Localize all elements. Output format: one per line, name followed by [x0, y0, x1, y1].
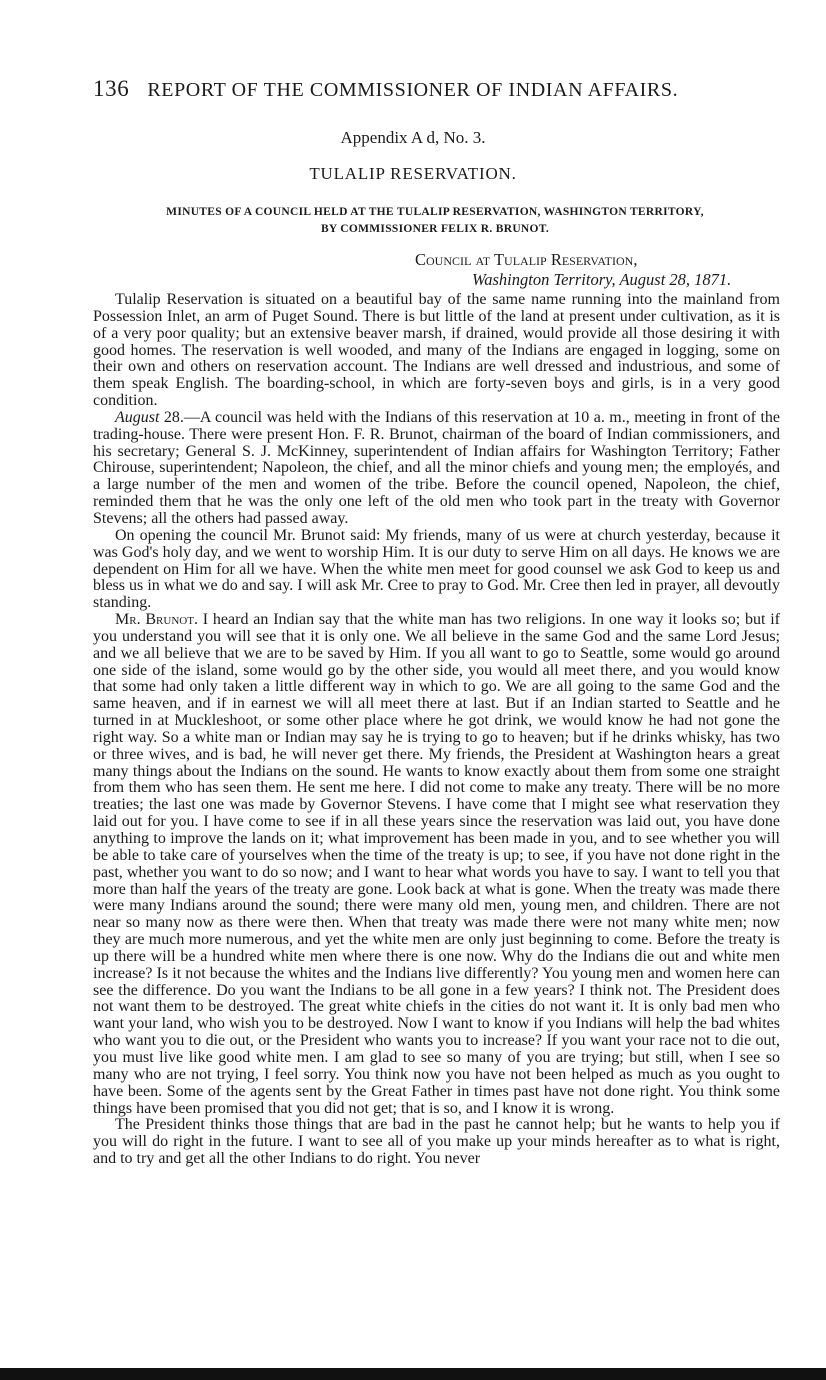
- paragraph-2-text: 28.—A council was held with the Indians of this reservation at 10 a. m., meeting in front of the trading-house. There were present Hon. F. R. Brunot, chairman of the board of Indian commissioners, and his secretary; General S. J. McKinney, superintendent of Indian affairs for Washington Territory; Father Chirouse, superintendent; Napoleon, the chief, and all the minor chiefs and young men; the employés, and a large number of the men and women of the tribe. Before the council opened, Napoleon, the chief, reminded them that he was the only one left of the old men who took part in the treaty with Governor Stevens; all the others had passed away.: [93, 408, 780, 527]
- paragraph-2: [93, 410, 780, 528]
- dateline: [380, 250, 780, 290]
- minutes-subtitle: [90, 204, 780, 238]
- paragraph-4-lead: Mr. Brunot.: [115, 611, 198, 629]
- scan-edge-bar: [0, 1368, 826, 1380]
- running-title: REPORT OF THE COMMISSIONER OF INDIAN AFFAIRS.: [147, 79, 679, 101]
- paragraph-4: [93, 612, 780, 1117]
- paragraph-1: Tulalip Reservation is situated on a beautiful bay of the same name running into the mainland from Possession Inlet, an arm of Puget Sound. There is but little of the land at present under cultivation, as it is of a very poor quality; but an extensive beaver marsh, if drained, would provide all those desiring it with good homes. The reservation is well wooded, and many of the Indians are engaged in logging, some on their own and others on reservation account. The Indians are well dressed and industrious, and some of them speak English. The boarding-school, in which are forty-seven boys and girls, is in a very good condition.: [93, 291, 780, 410]
- paragraph-5: The President thinks those things that are bad in the past he cannot help; but he wants to help you if you will do right in the future. I want to see all of you make up your minds hereafter as to what is right, and to try and get all the other Indians to do right. You never: [93, 1116, 780, 1168]
- paragraph-4-text: I heard an Indian say that the white man has two religions. In one way it looks so; but if you understand you will see that it is only one. We all believe in the same God and the same Lord Jesus; and we all believe that we are to be saved by Him. If you all want to go to Seattle, some would go around one side of the island, some would go by the other side, you would all meet there, and you would know that some had only taken a little different way in which to go. We are all going to the same God and the same heaven, and if in earnest we will all meet there at last. But if an Indian started to Seattle and he turned in at Muckleshoot, or some other place where he got drink, we would know he had not gone the right way. So a white man or Indian may say he is trying to go to heaven; but if he drinks whisky, has two or three wives, and is bad, he will never get there. My friends, the President at Washington hears a great many things about the Indians on the sound. He wants to know exactly about them from some one straight from them who has seen them. He sent me here. I did not come to make any treaty. There will be no more treaties; the last one was made by Governor Stevens. I have come that I might see what reservation they laid out for you. I have come to see if in all these years since the reservation was laid out, you have done anything to improve the lands on it; what improvement has been made in you, and to see whether you will be able to take care of yourselves when the time of the treaty is up; to see, if you have not done right in the past, whether you want to do so now; and I want to hear what words you have to say. I want to tell you that more than half the years of the treaty are gone. Look back at what is gone. When the treaty was made there were many Indians around the sound; there were many old men, young men, and children. There are not near so many now as there were then. When that treaty was made there were not many white men; now they are much more numerous, and yet the white men are only just beginning to come. Before the treaty is up there will be a hundred white men where there is one now. Why do the Indians die out and white men increase? Is it not because the whites and the Indians live differently? You young men and women here can see the difference. Do you want the Indians to be all gone in a few years? I think not. The President does not want them to be destroyed. The great white chiefs in the cities do not want it. It is only bad men who want your land, who wish you to be destroyed. Now I want to know if you Indians will help the bad whites who want you to die out, or the President who wants you to increase? If you want your race not to die out, you must live like good white men. I am glad to see so many of you are trying; but still, when I see so many who are not trying, I feel sorry. You think now you have not been helped as much as you ought to have been. Some of the agents sent by the Great Father in times past have not done right. You think some things have been promised that you did not get; that is so, and I know it is wrong.: [93, 611, 781, 1117]
- paragraph-3: On opening the council Mr. Brunot said: My friends, many of us were at church yesterday, because it was God's holy day, and we went to worship Him. It is our duty to serve Him on all days. He knows we are dependent on Him for all we have. When the white men meet for good counsel we ask God to keep us and bless us in what we do and say. I will ask Mr. Cree to pray to God. Mr. Cree then led in prayer, all devoutly standing.: [93, 526, 780, 612]
- running-header: [93, 76, 733, 102]
- dateline-date: Washington Territory, August 28, 1871.: [472, 270, 732, 289]
- subtitle-line-1: MINUTES OF A COUNCIL HELD AT THE TULALIP RESERVATION, WASHINGTON TERRITORY,: [166, 206, 704, 218]
- paragraph-2-lead: August: [115, 408, 160, 426]
- body-text: [93, 292, 780, 1168]
- appendix-heading: Appendix A d, No. 3.: [340, 128, 486, 147]
- page-number: 136: [93, 76, 130, 101]
- subtitle-line-2: BY COMMISSIONER FELIX R. BRUNOT.: [320, 223, 550, 235]
- section-title: TULALIP RESERVATION.: [309, 164, 517, 183]
- dateline-place: Council at Tulalip Reservation,: [415, 250, 638, 269]
